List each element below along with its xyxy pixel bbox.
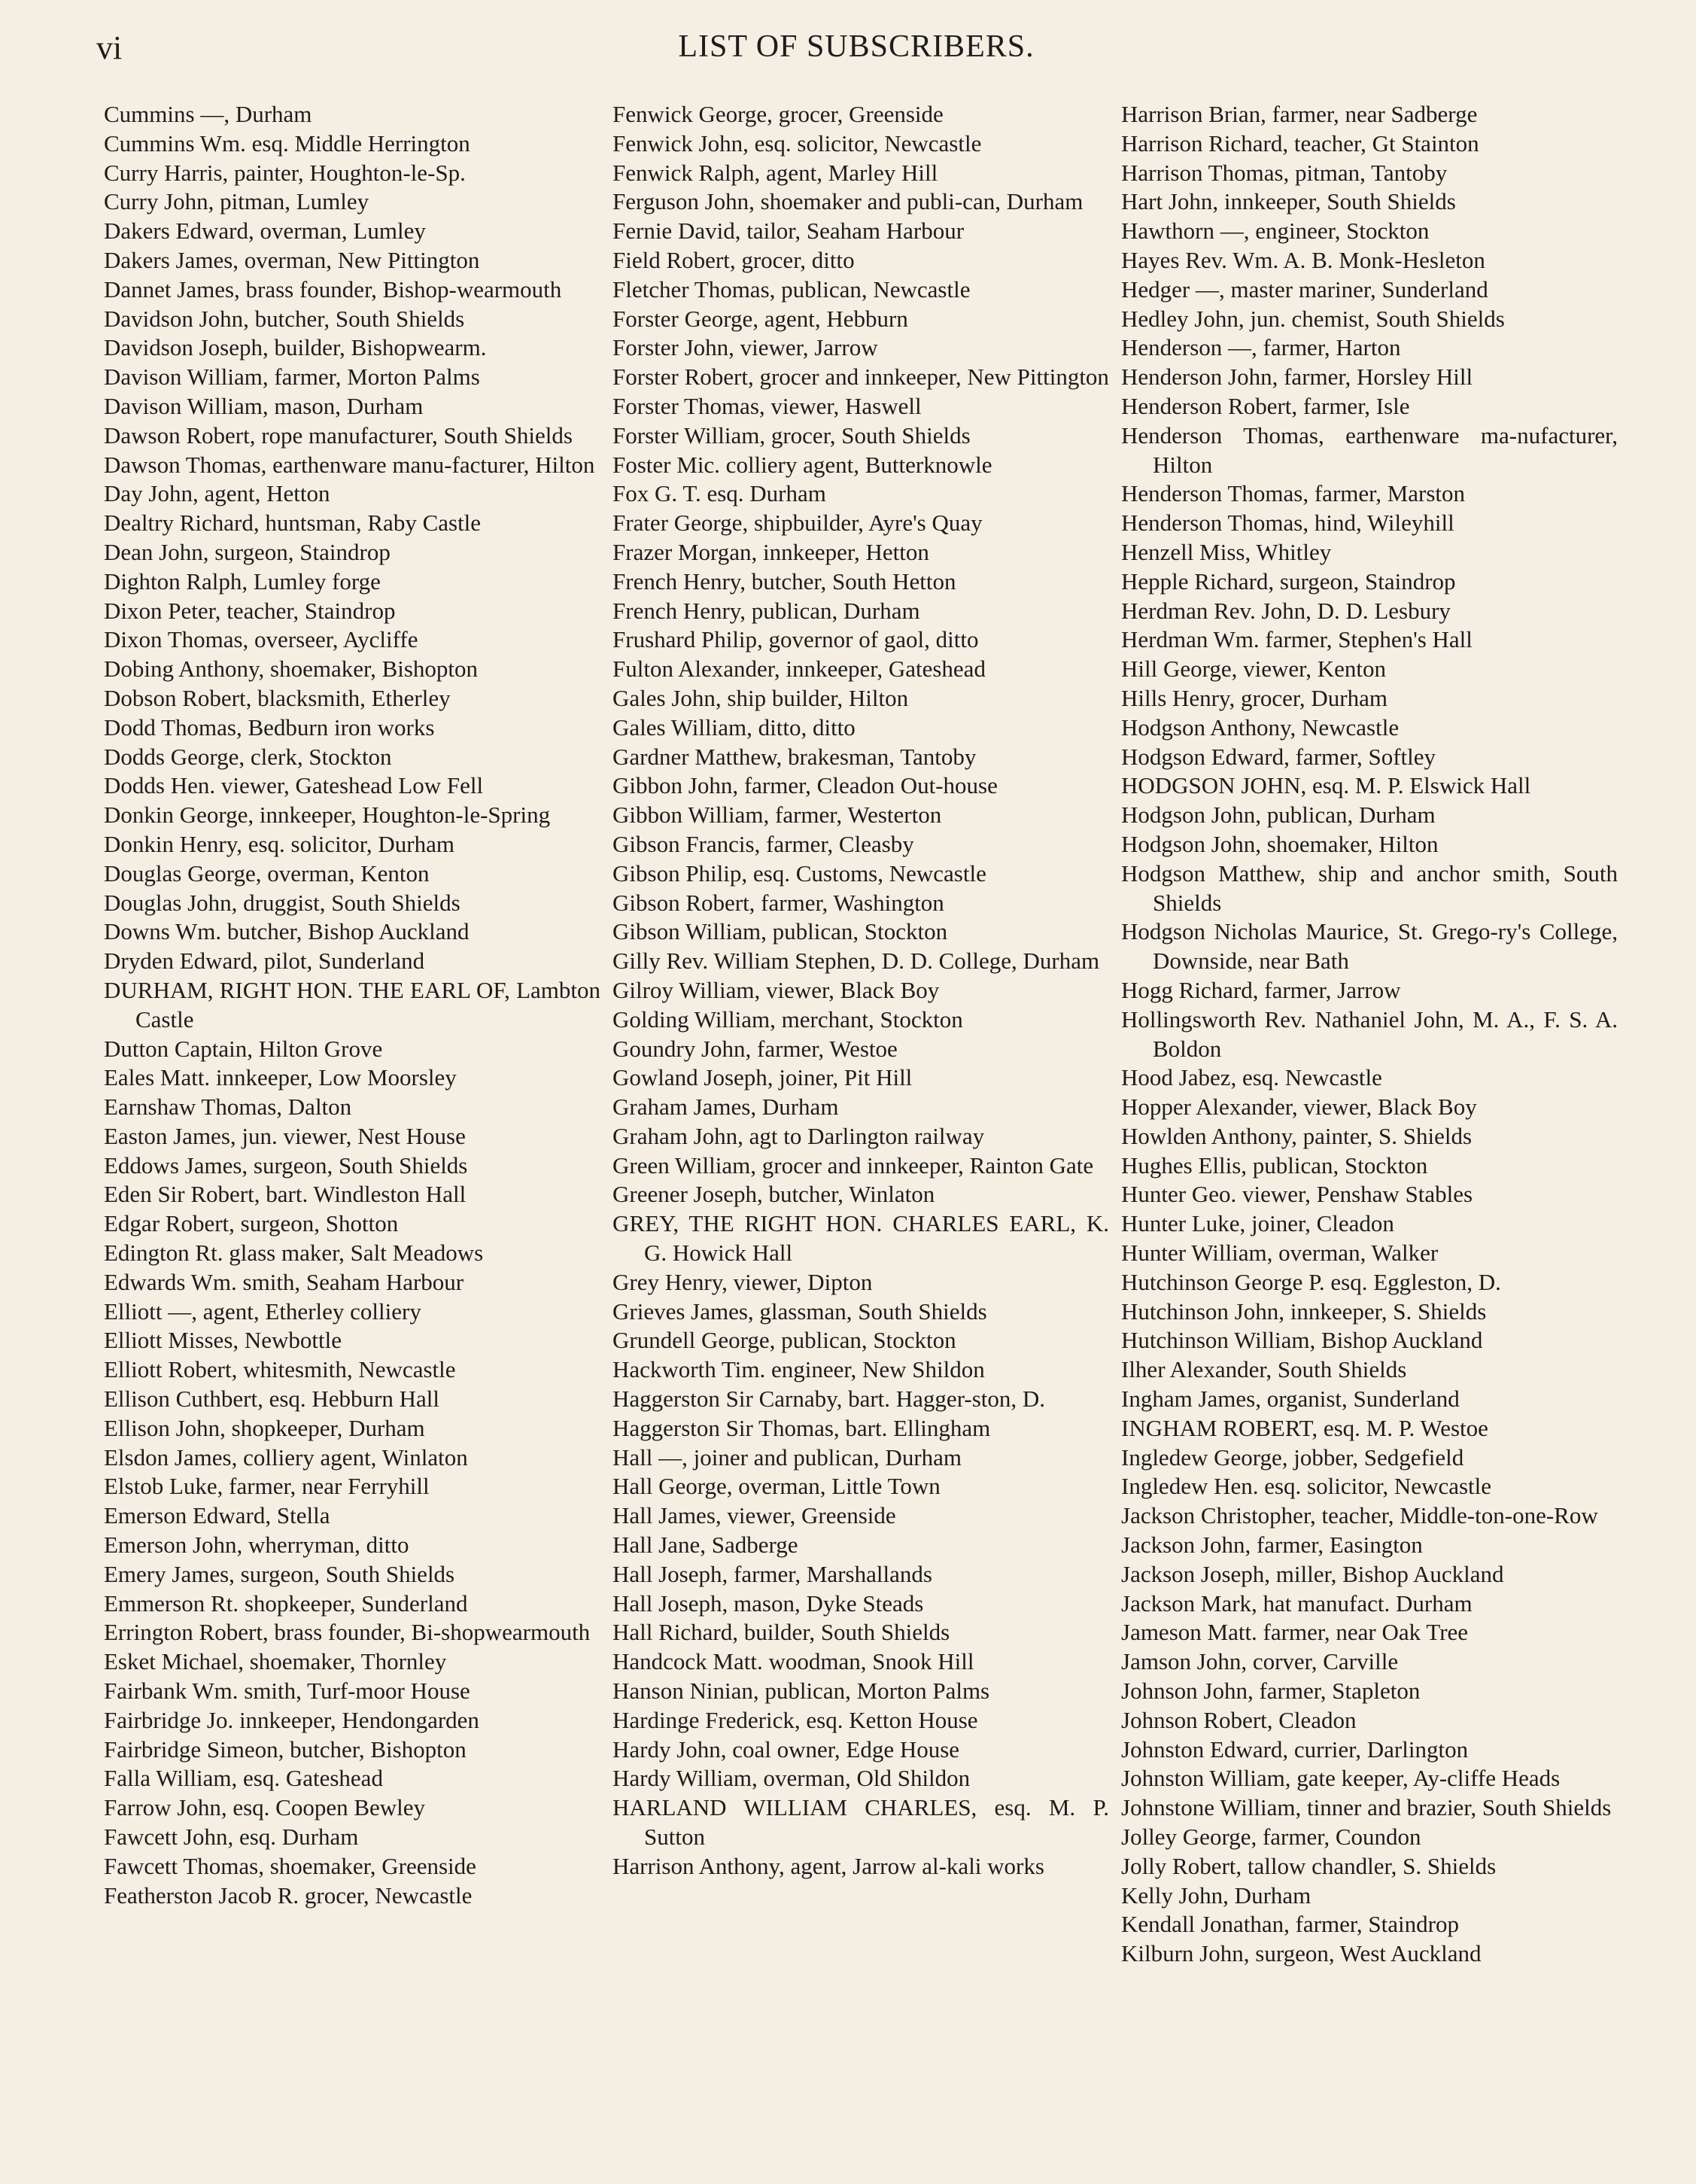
subscriber-entry: Hutchinson John, innkeeper, S. Shields bbox=[1121, 1297, 1487, 1325]
subscriber-entry: Hodgson Nicholas Maurice, St. Grego-ry's College, Downside, near Bath bbox=[1121, 918, 1618, 975]
subscriber-entry: Hall George, overman, Little Town bbox=[612, 1473, 941, 1500]
subscriber-entry: Dodds Hen. viewer, Gateshead Low Fell bbox=[104, 772, 484, 799]
subscriber-entry: Dryden Edward, pilot, Sunderland bbox=[104, 948, 425, 975]
subscriber-entry: Hackworth Tim. engineer, New Shildon bbox=[612, 1356, 985, 1383]
subscriber-entry: Dealtry Richard, huntsman, Raby Castle bbox=[104, 509, 482, 537]
subscriber-entry: Hardy John, coal owner, Edge House bbox=[612, 1735, 960, 1763]
subscriber-column-2 bbox=[612, 100, 1109, 1881]
subscriber-entry: Fairbridge Simeon, butcher, Bishopton bbox=[104, 1735, 467, 1763]
subscriber-entry: Ellison John, shopkeeper, Durham bbox=[104, 1414, 425, 1441]
subscriber-entry: Gibson Philip, esq. Customs, Newcastle bbox=[612, 859, 986, 887]
subscriber-entry: Jackson Joseph, miller, Bishop Auckland bbox=[1121, 1560, 1504, 1587]
subscriber-column-1 bbox=[104, 100, 600, 1910]
subscriber-entry: Hogg Richard, farmer, Jarrow bbox=[1121, 976, 1401, 1003]
subscriber-entry: Dixon Peter, teacher, Staindrop bbox=[104, 597, 396, 624]
subscriber-entry: Elsdon James, colliery agent, Winlaton bbox=[104, 1443, 468, 1471]
subscriber-entry: Gales John, ship builder, Hilton bbox=[612, 684, 909, 711]
subscriber-entry: Fenwick Ralph, agent, Marley Hill bbox=[612, 159, 938, 186]
subscriber-entry: Gibbon William, farmer, Westerton bbox=[612, 802, 942, 829]
subscriber-entry: Hall Jane, Sadberge bbox=[612, 1532, 798, 1559]
subscriber-entry: Eales Matt. innkeeper, Low Moorsley bbox=[104, 1064, 457, 1091]
subscriber-entry: Day John, agent, Hetton bbox=[104, 480, 330, 507]
subscriber-entry: Ingledew Hen. esq. solicitor, Newcastle bbox=[1121, 1473, 1492, 1500]
subscriber-entry: Hepple Richard, surgeon, Staindrop bbox=[1121, 567, 1456, 595]
subscriber-entry: Ingledew George, jobber, Sedgefield bbox=[1121, 1443, 1464, 1471]
subscriber-entry: Golding William, merchant, Stockton bbox=[612, 1005, 963, 1033]
subscriber-entry: Henzell Miss, Whitley bbox=[1121, 538, 1332, 565]
subscriber-entry: Dutton Captain, Hilton Grove bbox=[104, 1035, 383, 1062]
subscriber-entry: Fenwick John, esq. solicitor, Newcastle bbox=[612, 129, 982, 157]
subscriber-entry: Curry John, pitman, Lumley bbox=[104, 188, 369, 215]
subscriber-entry: Fletcher Thomas, publican, Newcastle bbox=[612, 275, 971, 303]
subscriber-entry: Hunter Geo. viewer, Penshaw Stables bbox=[1121, 1181, 1473, 1208]
subscriber-entry: Edwards Wm. smith, Seaham Harbour bbox=[104, 1268, 464, 1295]
subscriber-entry: Herdman Rev. John, D. D. Lesbury bbox=[1121, 597, 1451, 624]
subscriber-entry: Farrow John, esq. Coopen Bewley bbox=[104, 1794, 426, 1821]
subscriber-entry: Donkin George, innkeeper, Houghton-le-Spring bbox=[104, 802, 551, 829]
page-header bbox=[96, 29, 1616, 74]
subscriber-entry: Graham James, Durham bbox=[612, 1094, 839, 1121]
subscriber-entry: Hodgson John, publican, Durham bbox=[1121, 802, 1436, 829]
subscriber-entry: Hardinge Frederick, esq. Ketton House bbox=[612, 1706, 978, 1733]
subscriber-entry: Jackson John, farmer, Easington bbox=[1121, 1532, 1423, 1559]
subscriber-entry: Johnson Robert, Cleadon bbox=[1121, 1706, 1357, 1733]
subscriber-entry: Jameson Matt. farmer, near Oak Tree bbox=[1121, 1619, 1469, 1646]
subscriber-entry: Hill George, viewer, Kenton bbox=[1121, 656, 1387, 683]
subscriber-entry: Elliott Robert, whitesmith, Newcastle bbox=[104, 1356, 456, 1383]
subscriber-entry: Henderson Thomas, farmer, Marston bbox=[1121, 480, 1466, 507]
subscriber-entry: Cummins Wm. esq. Middle Herrington bbox=[104, 129, 470, 157]
subscriber-entry: Davidson Joseph, builder, Bishopwearm. bbox=[104, 334, 487, 361]
subscriber-entry: Gibson Robert, farmer, Washington bbox=[612, 889, 944, 916]
subscriber-entry: Edgar Robert, surgeon, Shotton bbox=[104, 1210, 399, 1237]
subscriber-entry: Gibson Francis, farmer, Cleasby bbox=[612, 830, 914, 857]
subscriber-entry: Dakers James, overman, New Pittington bbox=[104, 246, 480, 273]
subscriber-entry: Fenwick George, grocer, Greenside bbox=[612, 101, 944, 127]
subscriber-entry: Hanson Ninian, publican, Morton Palms bbox=[612, 1678, 990, 1705]
subscriber-entry: Forster Thomas, viewer, Haswell bbox=[612, 392, 922, 419]
subscriber-entry: Dean John, surgeon, Staindrop bbox=[104, 538, 391, 565]
subscriber-entry: Dannet James, brass founder, Bishop-wearmouth bbox=[104, 275, 562, 303]
subscriber-entry: Greener Joseph, butcher, Winlaton bbox=[612, 1181, 935, 1208]
page-number: vi bbox=[96, 29, 123, 66]
subscriber-entry: Hutchinson George P. esq. Eggleston, D. bbox=[1121, 1268, 1501, 1295]
subscriber-entry: Herdman Wm. farmer, Stephen's Hall bbox=[1121, 626, 1473, 653]
subscriber-entry: Forster Robert, grocer and innkeeper, New Pittington bbox=[612, 363, 1109, 391]
subscriber-entry: Elliott Misses, Newbottle bbox=[104, 1327, 342, 1354]
subscriber-entry: French Henry, publican, Durham bbox=[612, 597, 920, 624]
subscriber-entry: Hodgson Edward, farmer, Softley bbox=[1121, 743, 1436, 770]
subscriber-entry: Hall Joseph, farmer, Marshallands bbox=[612, 1560, 932, 1587]
subscriber-entry: Hedger —, master mariner, Sunderland bbox=[1121, 275, 1488, 303]
subscriber-entry: Gibson William, publican, Stockton bbox=[612, 918, 948, 945]
subscriber-entry: Hood Jabez, esq. Newcastle bbox=[1121, 1064, 1382, 1091]
subscriber-entry: Jackson Mark, hat manufact. Durham bbox=[1121, 1589, 1473, 1617]
subscriber-entry: Errington Robert, brass founder, Bi-shopwearmouth bbox=[104, 1619, 591, 1646]
subscriber-entry: Douglas George, overman, Kenton bbox=[104, 859, 430, 887]
subscriber-entry: Dobing Anthony, shoemaker, Bishopton bbox=[104, 656, 479, 683]
subscriber-entry: Cummins —, Durham bbox=[104, 101, 312, 127]
subscriber-entry: Johnston William, gate keeper, Ay-cliffe Heads bbox=[1121, 1765, 1561, 1792]
subscriber-entry: Donkin Henry, esq. solicitor, Durham bbox=[104, 830, 454, 857]
subscriber-entry: Fawcett Thomas, shoemaker, Greenside bbox=[104, 1852, 476, 1879]
subscriber-entry: Frater George, shipbuilder, Ayre's Quay bbox=[612, 509, 983, 537]
subscriber-entry: Jamson John, corver, Carville bbox=[1121, 1648, 1399, 1675]
subscriber-entry: Elliott —, agent, Etherley colliery bbox=[104, 1297, 421, 1325]
subscriber-entry: Kendall Jonathan, farmer, Staindrop bbox=[1121, 1911, 1459, 1938]
subscriber-column-3 bbox=[1121, 100, 1618, 1969]
subscriber-entry: Dakers Edward, overman, Lumley bbox=[104, 217, 426, 245]
subscriber-entry: Hunter Luke, joiner, Cleadon bbox=[1121, 1210, 1394, 1237]
subscriber-entry: HODGSON JOHN, esq. M. P. Elswick Hall bbox=[1121, 772, 1531, 799]
subscriber-entry: Eden Sir Robert, bart. Windleston Hall bbox=[104, 1181, 467, 1208]
subscriber-entry: Hodgson John, shoemaker, Hilton bbox=[1121, 830, 1439, 857]
subscriber-entry: Davison William, mason, Durham bbox=[104, 392, 424, 419]
subscriber-entry: Hawthorn —, engineer, Stockton bbox=[1121, 217, 1430, 245]
subscriber-entry: Haggerston Sir Carnaby, bart. Hagger-ston, D. bbox=[612, 1386, 1046, 1413]
subscriber-entry: Ellison Cuthbert, esq. Hebburn Hall bbox=[104, 1386, 439, 1413]
subscriber-entry: Dixon Thomas, overseer, Aycliffe bbox=[104, 626, 418, 653]
subscriber-entry: Fairbank Wm. smith, Turf-moor House bbox=[104, 1678, 470, 1705]
subscriber-entry: Fairbridge Jo. innkeeper, Hendongarden bbox=[104, 1706, 479, 1733]
subscriber-entry: Grundell George, publican, Stockton bbox=[612, 1327, 956, 1354]
subscriber-entry: HARLAND WILLIAM CHARLES, esq. M. P. Sutton bbox=[612, 1794, 1109, 1851]
subscriber-entry: French Henry, butcher, South Hetton bbox=[612, 567, 956, 595]
subscriber-entry: Eddows James, surgeon, South Shields bbox=[104, 1151, 468, 1179]
subscriber-entry: Elstob Luke, farmer, near Ferryhill bbox=[104, 1473, 430, 1500]
subscriber-entry: Hedley John, jun. chemist, South Shields bbox=[1121, 305, 1505, 332]
subscriber-entry: Harrison Thomas, pitman, Tantoby bbox=[1121, 159, 1448, 186]
subscriber-entry: Forster John, viewer, Jarrow bbox=[612, 334, 878, 361]
subscriber-entry: Green William, grocer and innkeeper, Rainton Gate bbox=[612, 1151, 1094, 1179]
subscriber-entry: Davidson John, butcher, South Shields bbox=[104, 305, 465, 332]
subscriber-entry: Hodgson Anthony, Newcastle bbox=[1121, 713, 1400, 741]
subscriber-entry: Ilher Alexander, South Shields bbox=[1121, 1356, 1407, 1383]
subscriber-entry: Esket Michael, shoemaker, Thornley bbox=[104, 1648, 447, 1675]
subscriber-entry: Jolley George, farmer, Coundon bbox=[1121, 1824, 1421, 1851]
page-title: LIST OF SUBSCRIBERS. bbox=[678, 29, 1035, 64]
subscriber-entry: Hall Richard, builder, South Shields bbox=[612, 1619, 950, 1646]
subscriber-entry: Hart John, innkeeper, South Shields bbox=[1121, 188, 1456, 215]
subscriber-entry: Johnstone William, tinner and brazier, South Shields bbox=[1121, 1794, 1612, 1821]
subscriber-entry: Hills Henry, grocer, Durham bbox=[1121, 684, 1388, 711]
subscriber-entry: Ferguson John, shoemaker and publi-can, Durham bbox=[612, 188, 1084, 215]
subscriber-entry: Gibbon John, farmer, Cleadon Out-house bbox=[612, 772, 998, 799]
subscriber-entry: DURHAM, RIGHT HON. THE EARL OF, Lambton Castle bbox=[104, 976, 600, 1033]
subscriber-entry: Henderson Thomas, hind, Wileyhill bbox=[1121, 509, 1454, 537]
subscriber-entry: Howlden Anthony, painter, S. Shields bbox=[1121, 1122, 1473, 1149]
subscriber-entry: Dawson Robert, rope manufacturer, South Shields bbox=[104, 421, 573, 449]
subscriber-entry: Henderson Robert, farmer, Isle bbox=[1121, 392, 1410, 419]
subscriber-entry: Fernie David, tailor, Seaham Harbour bbox=[612, 217, 965, 245]
subscriber-entry: Hardy William, overman, Old Shildon bbox=[612, 1765, 971, 1792]
subscriber-entry: Falla William, esq. Gateshead bbox=[104, 1765, 383, 1792]
subscriber-entry: Edington Rt. glass maker, Salt Meadows bbox=[104, 1240, 484, 1267]
subscriber-entry: Emerson John, wherryman, ditto bbox=[104, 1532, 409, 1559]
subscriber-entry: Frushard Philip, governor of gaol, ditto bbox=[612, 626, 979, 653]
subscriber-entry: Earnshaw Thomas, Dalton bbox=[104, 1094, 352, 1121]
subscriber-entry: Graham John, agt to Darlington railway bbox=[612, 1122, 985, 1149]
subscriber-entry: Fawcett John, esq. Durham bbox=[104, 1824, 359, 1851]
subscriber-entry: Ingham James, organist, Sunderland bbox=[1121, 1386, 1460, 1413]
subscriber-entry: Hayes Rev. Wm. A. B. Monk-Hesleton bbox=[1121, 246, 1485, 273]
subscriber-entry: Harrison Brian, farmer, near Sadberge bbox=[1121, 101, 1478, 127]
subscriber-entry: Emmerson Rt. shopkeeper, Sunderland bbox=[104, 1589, 468, 1617]
subscriber-entry: Harrison Anthony, agent, Jarrow al-kali works bbox=[612, 1852, 1044, 1879]
subscriber-entry: Frazer Morgan, innkeeper, Hetton bbox=[612, 538, 929, 565]
subscriber-entry: GREY, THE RIGHT HON. CHARLES EARL, K. G. Howick Hall bbox=[612, 1210, 1109, 1267]
subscriber-entry: Emerson Edward, Stella bbox=[104, 1502, 330, 1529]
subscriber-entry: Handcock Matt. woodman, Snook Hill bbox=[612, 1648, 974, 1675]
subscriber-entry: Field Robert, grocer, ditto bbox=[612, 246, 855, 273]
subscriber-entry: Forster George, agent, Hebburn bbox=[612, 305, 908, 332]
subscriber-entry: Dodd Thomas, Bedburn iron works bbox=[104, 713, 435, 741]
subscriber-entry: Harrison Richard, teacher, Gt Stainton bbox=[1121, 129, 1479, 157]
subscriber-entry: Curry Harris, painter, Houghton-le-Sp. bbox=[104, 159, 466, 186]
subscriber-entry: Johnston Edward, currier, Darlington bbox=[1121, 1735, 1469, 1763]
subscriber-entry: Gales William, ditto, ditto bbox=[612, 713, 856, 741]
subscriber-entry: Featherston Jacob R. grocer, Newcastle bbox=[104, 1881, 473, 1909]
subscriber-entry: Goundry John, farmer, Westoe bbox=[612, 1035, 898, 1062]
subscriber-entry: Hunter William, overman, Walker bbox=[1121, 1240, 1439, 1267]
subscriber-entry: Dighton Ralph, Lumley forge bbox=[104, 567, 381, 595]
subscriber-entry: Gilroy William, viewer, Black Boy bbox=[612, 976, 940, 1003]
subscriber-entry: Fulton Alexander, innkeeper, Gateshead bbox=[612, 656, 986, 683]
subscriber-entry: Kelly John, Durham bbox=[1121, 1881, 1312, 1909]
subscriber-entry: Fox G. T. esq. Durham bbox=[612, 480, 826, 507]
subscriber-entry: Johnson John, farmer, Stapleton bbox=[1121, 1678, 1421, 1705]
subscriber-entry: Downs Wm. butcher, Bishop Auckland bbox=[104, 918, 470, 945]
subscriber-entry: Gilly Rev. William Stephen, D. D. College, Durham bbox=[612, 948, 1100, 975]
subscriber-entry: Hall —, joiner and publican, Durham bbox=[612, 1443, 962, 1471]
subscriber-entry: Henderson Thomas, earthenware ma-nufacturer, Hilton bbox=[1121, 421, 1618, 478]
subscriber-entry: Douglas John, druggist, South Shields bbox=[104, 889, 460, 916]
subscriber-entry: Hopper Alexander, viewer, Black Boy bbox=[1121, 1094, 1477, 1121]
subscriber-entry: Grey Henry, viewer, Dipton bbox=[612, 1268, 873, 1295]
subscriber-entry: Dawson Thomas, earthenware manu-facturer, Hilton bbox=[104, 451, 595, 478]
subscriber-entry: Dobson Robert, blacksmith, Etherley bbox=[104, 684, 451, 711]
subscriber-entry: Hall Joseph, mason, Dyke Steads bbox=[612, 1589, 924, 1617]
subscriber-entry: Haggerston Sir Thomas, bart. Ellingham bbox=[612, 1414, 991, 1441]
subscriber-entry: Forster William, grocer, South Shields bbox=[612, 421, 971, 449]
subscriber-entry: Hughes Ellis, publican, Stockton bbox=[1121, 1151, 1428, 1179]
subscriber-entry: Hollingsworth Rev. Nathaniel John, M. A., F. S. A. Boldon bbox=[1121, 1005, 1618, 1062]
subscriber-entry: Grieves James, glassman, South Shields bbox=[612, 1297, 987, 1325]
subscriber-entry: Hutchinson William, Bishop Auckland bbox=[1121, 1327, 1483, 1354]
subscriber-entry: Gardner Matthew, brakesman, Tantoby bbox=[612, 743, 977, 770]
subscriber-entry: Dodds George, clerk, Stockton bbox=[104, 743, 392, 770]
subscriber-entry: Davison William, farmer, Morton Palms bbox=[104, 363, 480, 391]
subscriber-entry: Jackson Christopher, teacher, Middle-ton-one-Row bbox=[1121, 1502, 1598, 1529]
subscriber-entry: Foster Mic. colliery agent, Butterknowle bbox=[612, 451, 992, 478]
subscriber-entry: Emery James, surgeon, South Shields bbox=[104, 1560, 455, 1587]
subscriber-entry: Gowland Joseph, joiner, Pit Hill bbox=[612, 1064, 913, 1091]
subscriber-entry: Kilburn John, surgeon, West Auckland bbox=[1121, 1940, 1482, 1967]
subscriber-entry: Henderson John, farmer, Horsley Hill bbox=[1121, 363, 1473, 391]
subscriber-entry: Easton James, jun. viewer, Nest House bbox=[104, 1122, 466, 1149]
subscriber-entry: Hodgson Matthew, ship and anchor smith, South Shields bbox=[1121, 859, 1618, 916]
subscriber-entry: Jolly Robert, tallow chandler, S. Shields bbox=[1121, 1852, 1497, 1879]
subscriber-entry: Henderson —, farmer, Harton bbox=[1121, 334, 1401, 361]
subscriber-entry: Hall James, viewer, Greenside bbox=[612, 1502, 896, 1529]
subscriber-entry: INGHAM ROBERT, esq. M. P. Westoe bbox=[1121, 1414, 1488, 1441]
